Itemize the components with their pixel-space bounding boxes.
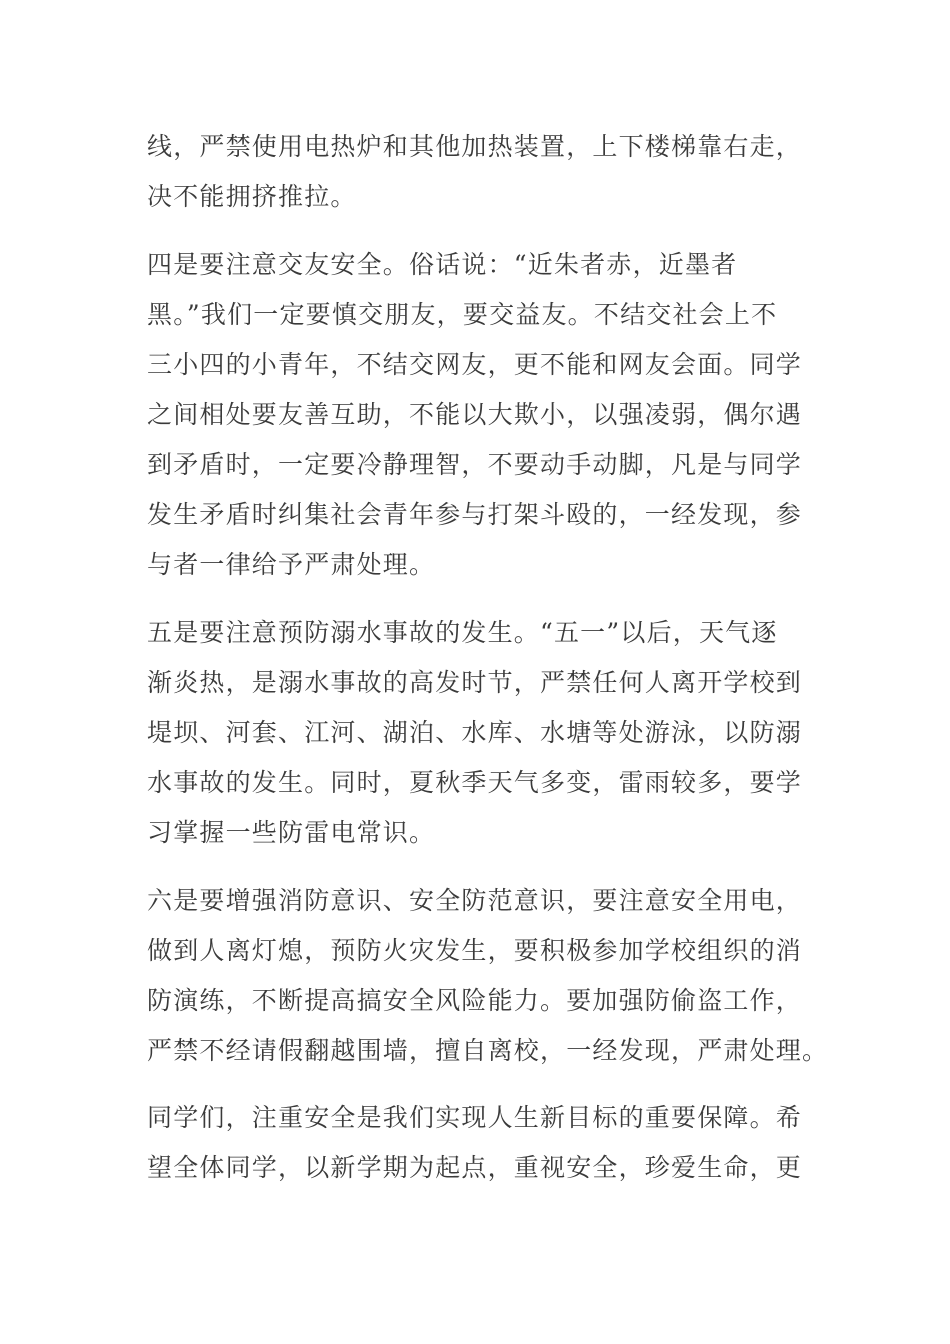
text-line: 四是要注意交友安全。俗话说：“近朱者赤，近墨者 [147,250,738,279]
text-line: 到矛盾时，一定要冷静理智，不要动手动脚，凡是与同学 [147,450,803,479]
text-line: 发生矛盾时纠集社会青年参与打架斗殴的，一经发现，参 [147,500,803,529]
text-line: 望全体同学，以新学期为起点，重视安全，珍爱生命，更 [147,1153,803,1182]
text-line: 渐炎热，是溺水事故的高发时节，严禁任何人离开学校到 [147,668,803,697]
text-line: 之间相处要友善互助，不能以大欺小，以强凌弱，偶尔遇 [147,400,803,429]
paragraph-drowning-prevention [147,608,802,858]
text-line: 严禁不经请假翻越围墙，擅自离校，一经发现，严肃处理。 [147,1036,829,1065]
text-line: 线，严禁使用电热炉和其他加热装置，上下楼梯靠右走， [147,132,803,161]
text-line: 与者一律给予严肃处理。 [147,550,436,579]
text-line: 五是要注意预防溺水事故的发生。“五一”以后，天气逐 [147,618,778,647]
text-line: 习掌握一些防雷电常识。 [147,818,436,847]
text-line: 六是要增强消防意识、安全防范意识，要注意安全用电， [147,886,803,915]
paragraph-friendship-safety [147,240,802,590]
text-line: 防演练，不断提高搞安全风险能力。要加强防偷盗工作， [147,986,803,1015]
paragraph-fire-safety [147,876,828,1076]
text-line: 决不能拥挤推拉。 [147,182,357,211]
text-line: 做到人离灯熄，预防火灾发生，要积极参加学校组织的消 [147,936,803,965]
text-line: 同学们，注重安全是我们实现人生新目标的重要保障。希 [147,1103,803,1132]
text-line: 黑。”我们一定要慎交朋友，要交益友。不结交社会上不 [147,300,778,329]
text-line: 堤坝、河套、江河、湖泊、水库、水塘等处游泳，以防溺 [147,718,803,747]
text-line: 三小四的小青年，不结交网友，更不能和网友会面。同学 [147,350,803,379]
text-line: 水事故的发生。同时，夏秋季天气多变，雷雨较多，要学 [147,768,803,797]
paragraph-conclusion [147,1093,802,1193]
paragraph-dormitory-safety [147,122,802,222]
